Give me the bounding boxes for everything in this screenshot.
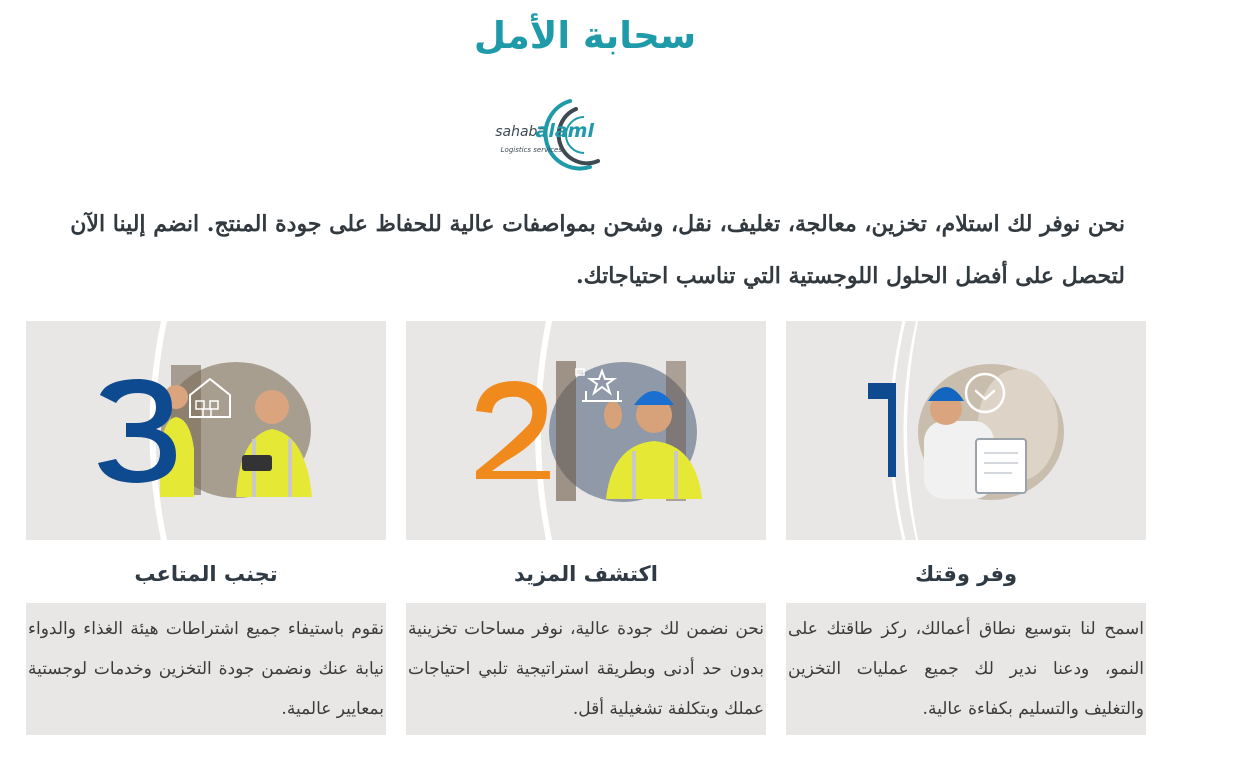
feature-title-2: اكتشف المزيد <box>514 562 658 586</box>
feature-description-2: نحن نضمن لك جودة عالية، نوفر مساحات تخزينية بدون حد أدنى وبطريقة استراتيجية تلبي احتياجات عملك وبتكلفة تشغيلية أقل. <box>406 603 766 735</box>
feature-card-1[interactable] <box>786 321 1146 735</box>
feature-image-1 <box>786 321 1146 540</box>
page-title: سحابة الأمل <box>473 14 697 57</box>
logo-tagline: Logistics services <box>500 146 562 154</box>
logo-brand-suffix: alaml <box>535 120 594 142</box>
feature-image-2 <box>406 321 766 540</box>
feature-image-3 <box>26 321 386 540</box>
feature-title-3: تجنب المتاعب <box>134 562 278 586</box>
feature-description-1: اسمح لنا بتوسيع نطاق أعمالك، ركز طاقتك على النمو، ودعنا ندير لك جميع عمليات التخزين والتغليف والتسليم بكفاءة عالية. <box>786 603 1146 735</box>
feature-card-2[interactable] <box>406 321 766 735</box>
feature-description-3: نقوم باستيفاء جميع اشتراطات هيئة الغذاء والدواء نيابة عنك ونضمن جودة التخزين وخدمات لوجستية بمعايير عالمية. <box>26 603 386 735</box>
logo-brand-prefix: sahaba <box>495 124 546 140</box>
company-logo[interactable] <box>495 95 650 173</box>
number-1 <box>868 383 896 477</box>
feature-title-1: وفر وقتك <box>914 562 1018 586</box>
feature-card-3[interactable] <box>26 321 386 735</box>
intro-text: نحن نوفر لك استلام، تخزين، معالجة، تغليف، نقل، وشحن بمواصفات عالية للحفاظ على جودة المنتج. انضم إلينا الآن لتحصل على أفضل الحلول اللوجستية التي تناسب احتياجاتك. <box>70 211 1125 289</box>
